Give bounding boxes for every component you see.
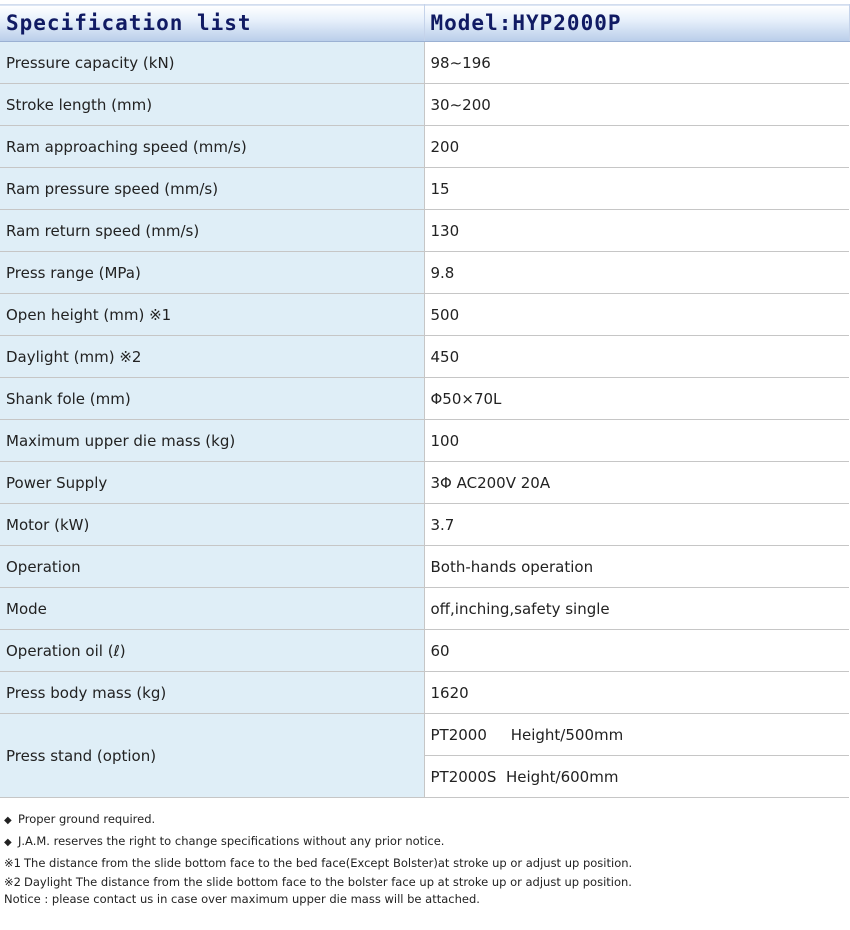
- spec-label: Motor (kW): [0, 504, 424, 546]
- spec-label: Ram return speed (mm/s): [0, 210, 424, 252]
- spec-row-ram-pressure-speed: [0, 168, 849, 210]
- spec-label: Press stand (option): [0, 714, 424, 798]
- note-text: The distance from the slide bottom face to the bed face(Except Bolster)at stroke up or adjust up position.: [24, 856, 633, 870]
- spec-value-press-stand-option: PT2000 Height/500mm: [424, 714, 849, 756]
- spec-row-press-body-mass: [0, 672, 849, 714]
- spec-row-max-upper-die-mass: [0, 420, 849, 462]
- note-ground: [4, 808, 846, 830]
- spec-value: Both-hands operation: [424, 546, 849, 588]
- spec-label: Open height (mm) ※1: [0, 294, 424, 336]
- spec-value: 98∼196: [424, 42, 849, 84]
- spec-table-header: [0, 5, 849, 42]
- spec-value: 1620: [424, 672, 849, 714]
- spec-row-open-height: [0, 294, 849, 336]
- spec-value: 9.8: [424, 252, 849, 294]
- spec-value: 3Φ AC200V 20A: [424, 462, 849, 504]
- note-2: [4, 874, 846, 891]
- spec-row-motor: [0, 504, 849, 546]
- spec-row-ram-approaching-speed: [0, 126, 849, 168]
- spec-list-heading: Specification list: [0, 5, 424, 42]
- spec-value: 450: [424, 336, 849, 378]
- spec-label: Maximum upper die mass (kg): [0, 420, 424, 462]
- note-reserve: [4, 830, 846, 852]
- note-text: J.A.M. reserves the right to change specifications without any prior notice.: [18, 834, 445, 848]
- spec-label: Operation oil (ℓ): [0, 630, 424, 672]
- diamond-bullet-icon: ◆: [4, 815, 12, 826]
- note-notice: [4, 891, 846, 908]
- spec-row-ram-return-speed: [0, 210, 849, 252]
- spec-label: Press range (MPa): [0, 252, 424, 294]
- spec-label: Power Supply: [0, 462, 424, 504]
- spec-value: 15: [424, 168, 849, 210]
- spec-row-operation: [0, 546, 849, 588]
- spec-table: [0, 4, 850, 798]
- spec-row-press-range: [0, 252, 849, 294]
- spec-row-pressure-capacity: [0, 42, 849, 84]
- note-text: Proper ground required.: [18, 812, 156, 826]
- spec-row-operation-oil: [0, 630, 849, 672]
- note-mark: ※1: [4, 856, 21, 870]
- spec-label: Shank fole (mm): [0, 378, 424, 420]
- spec-value: 200: [424, 126, 849, 168]
- spec-value: 500: [424, 294, 849, 336]
- spec-value: Φ50×70L: [424, 378, 849, 420]
- spec-label: Press body mass (kg): [0, 672, 424, 714]
- note-text: Daylight The distance from the slide bottom face to the bolster face up at stroke up or adjust up position.: [24, 875, 632, 889]
- spec-label: Operation: [0, 546, 424, 588]
- spec-row-press-stand: [0, 714, 849, 756]
- diamond-bullet-icon: ◆: [4, 837, 12, 848]
- spec-value: off,inching,safety single: [424, 588, 849, 630]
- note-1: [4, 852, 846, 874]
- spec-label: Pressure capacity (kN): [0, 42, 424, 84]
- spec-notes: [4, 808, 846, 908]
- spec-row-shank-fole: [0, 378, 849, 420]
- spec-label: Ram pressure speed (mm/s): [0, 168, 424, 210]
- spec-row-daylight: [0, 336, 849, 378]
- spec-row-power-supply: [0, 462, 849, 504]
- spec-table-body: [0, 42, 849, 798]
- model-heading: Model:HYP2000P: [424, 5, 849, 42]
- notice-text: Notice : please contact us in case over maximum upper die mass will be attached.: [4, 892, 480, 906]
- spec-label: Mode: [0, 588, 424, 630]
- spec-value: 30∼200: [424, 84, 849, 126]
- spec-value: 130: [424, 210, 849, 252]
- note-mark: ※2: [4, 875, 21, 889]
- spec-value: 3.7: [424, 504, 849, 546]
- spec-label: Ram approaching speed (mm/s): [0, 126, 424, 168]
- spec-label: Stroke length (mm): [0, 84, 424, 126]
- spec-value-press-stand-option: PT2000S Height/600mm: [424, 756, 849, 798]
- spec-row-mode: [0, 588, 849, 630]
- spec-value: 100: [424, 420, 849, 462]
- spec-label: Daylight (mm) ※2: [0, 336, 424, 378]
- spec-value: 60: [424, 630, 849, 672]
- spec-row-stroke-length: [0, 84, 849, 126]
